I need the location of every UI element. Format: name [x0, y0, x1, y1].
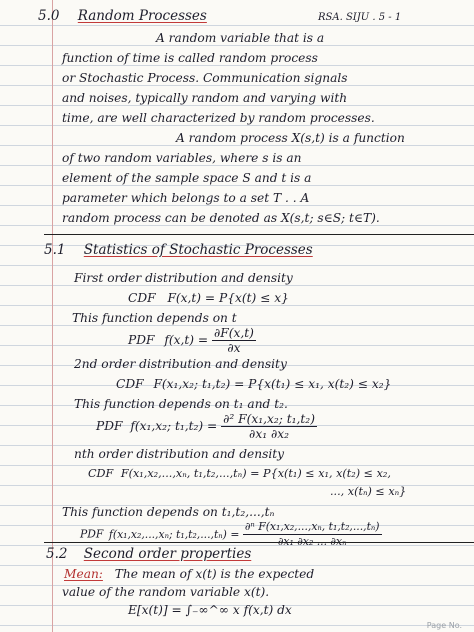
section-number: 5.0: [38, 8, 60, 24]
second-order-pdf-fraction: [221, 412, 317, 441]
second-order-pdf-lhs: f(x₁,x₂; t₁,t₂) =: [130, 419, 218, 433]
first-order-pdf-label: PDF: [128, 333, 155, 347]
mean-text-2: value of the random variable x(t).: [62, 585, 270, 599]
sub1-title: Statistics of Stochastic Processes: [83, 242, 313, 258]
para2-line-3: element of the sample space S and t is a: [62, 171, 312, 185]
page-number-label: Page No.: [426, 621, 462, 630]
nth-order-cdf-eq-2: ..., x(tₙ) ≤ xₙ}: [330, 485, 407, 498]
first-order-pdf-den: ∂x: [227, 341, 241, 355]
para2-line-1: A random process X(s,t) is a function: [176, 131, 405, 145]
mean-label: Mean:: [64, 567, 103, 581]
second-order-pdf-label: PDF: [96, 419, 123, 433]
first-order-depends: This function depends on t: [72, 311, 237, 325]
mean-text-1: The mean of x(t) is the expected: [114, 567, 315, 581]
para1-line-5: time, are well characterized by random processes.: [62, 111, 375, 125]
first-order-cdf-eq: F(x,t) = P{x(t) ≤ x}: [167, 291, 289, 305]
first-order-heading: First order distribution and density: [74, 271, 293, 285]
second-order-pdf-den: ∂x₁ ∂x₂: [249, 427, 290, 441]
second-order-depends: This function depends on t₁ and t₂.: [74, 397, 288, 411]
first-order-pdf-fraction: [212, 326, 256, 355]
para2-line-4: parameter which belongs to a set T . . A: [62, 191, 310, 205]
mean-equation: E[x(t)] = ∫₋∞^∞ x f(x,t) dx: [128, 603, 292, 617]
sub2-number: 5.2: [46, 546, 68, 562]
nth-order-heading: nth order distribution and density: [74, 447, 285, 461]
para2-line-2: of two random variables, where s is an: [62, 151, 302, 165]
first-order-cdf-label: CDF: [128, 291, 156, 305]
first-order-pdf-num: ∂F(x,t): [213, 326, 254, 340]
section-divider-2: [44, 542, 474, 543]
nth-order-depends: This function depends on t₁,t₂,...,tₙ: [62, 505, 275, 519]
second-order-pdf-num: ∂² F(x₁,x₂; t₁,t₂): [223, 412, 315, 426]
second-order-cdf-eq: F(x₁,x₂; t₁,t₂) = P{x(t₁) ≤ x₁, x(t₂) ≤ x₂}: [153, 377, 392, 391]
sub1-number: 5.1: [44, 242, 66, 258]
para1-line-1: A random variable that is a: [156, 31, 325, 45]
sub2-title: Second order properties: [83, 546, 252, 562]
nth-order-cdf-eq-1: F(x₁,x₂,...,xₙ, t₁,t₂,...,tₙ) = P{x(t₁) ≤ x₁, x(t₂) ≤ x₂,: [120, 467, 391, 480]
nth-order-pdf-num: ∂ⁿ F(x₁,x₂,...,xₙ, t₁,t₂,...,tₙ): [244, 520, 380, 533]
nth-order-cdf-label: CDF: [88, 467, 114, 480]
nth-order-pdf-fraction: [243, 520, 382, 549]
para2-line-5: random process can be denoted as X(s,t; s∈S; t∈T).: [62, 211, 380, 225]
nth-order-pdf-label: PDF: [80, 527, 104, 541]
para1-line-4: and noises, typically random and varying with: [62, 91, 348, 105]
first-order-pdf-lhs: f(x,t) =: [164, 333, 209, 347]
section-divider-1: [44, 234, 474, 235]
section-title: Random Processes: [77, 8, 207, 24]
second-order-heading: 2nd order distribution and density: [74, 357, 287, 371]
para1-line-2: function of time is called random process: [62, 51, 318, 65]
second-order-cdf-label: CDF: [116, 377, 144, 391]
margin-line: [52, 0, 53, 632]
header-ref: RSA. SIJU . 5 - 1: [318, 12, 402, 23]
nth-order-pdf-lhs: f(x₁,x₂,...,xₙ; t₁,t₂,...,tₙ) =: [108, 527, 240, 541]
para1-line-3: or Stochastic Process. Communication signals: [62, 71, 348, 85]
nth-order-pdf-den: ∂x₁ ∂x₂ ... ∂xₙ: [277, 535, 347, 548]
